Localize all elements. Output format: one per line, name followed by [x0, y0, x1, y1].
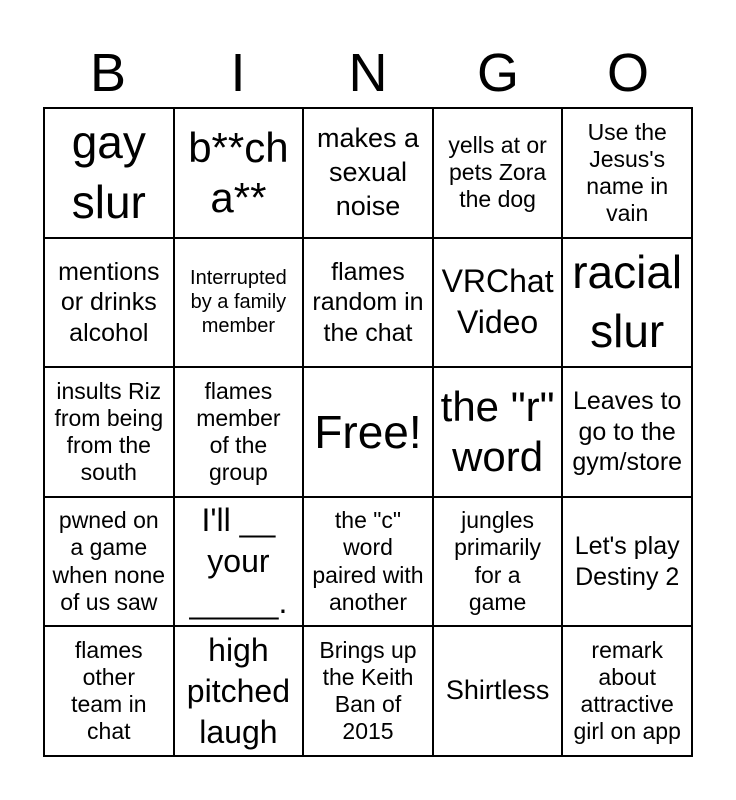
bingo-cell[interactable]: I'll __ your _____. [174, 497, 304, 627]
header-letter-g: G [476, 43, 519, 103]
bingo-cell[interactable]: Leaves to go to the gym/store [562, 367, 692, 497]
bingo-cell[interactable]: b**ch a** [174, 108, 304, 238]
bingo-cell[interactable]: jungles primarily for a game [433, 497, 563, 627]
header-letter-n: N [348, 43, 388, 103]
bingo-cell[interactable]: Use the Jesus's name in vain [562, 108, 692, 238]
bingo-cell[interactable]: VRChat Video [433, 238, 563, 368]
bingo-cell[interactable]: flames other team in chat [44, 626, 174, 756]
bingo-cell[interactable]: gay slur [44, 108, 174, 238]
bingo-cell[interactable]: flames random in the chat [303, 238, 433, 368]
header-letter-i: I [230, 43, 246, 103]
bingo-cell[interactable]: yells at or pets Zora the dog [433, 108, 563, 238]
bingo-cell[interactable]: makes a sexual noise [303, 108, 433, 238]
bingo-cell[interactable]: Let's play Destiny 2 [562, 497, 692, 627]
bingo-cell[interactable]: Brings up the Keith Ban of 2015 [303, 626, 433, 756]
bingo-cell[interactable]: pwned on a game when none of us saw [44, 497, 174, 627]
bingo-cell[interactable]: the "c" word paired with another [303, 497, 433, 627]
bingo-cell[interactable]: remark about attractive girl on app [562, 626, 692, 756]
bingo-header [43, 42, 693, 104]
bingo-cell[interactable]: Shirtless [433, 626, 563, 756]
bingo-cell[interactable]: Interrupted by a family member [174, 238, 304, 368]
bingo-cell[interactable]: racial slur [562, 238, 692, 368]
bingo-cell[interactable]: the "r" word [433, 367, 563, 497]
header-letter-b: B [89, 43, 127, 103]
free-space-cell[interactable]: Free! [303, 367, 433, 497]
header-letter-o: O [606, 43, 649, 103]
bingo-cell[interactable]: high pitched laugh [174, 626, 304, 756]
bingo-board [43, 107, 693, 757]
bingo-cell[interactable]: insults Riz from being from the south [44, 367, 174, 497]
bingo-cell[interactable]: flames member of the group [174, 367, 304, 497]
bingo-cell[interactable]: mentions or drinks alcohol [44, 238, 174, 368]
